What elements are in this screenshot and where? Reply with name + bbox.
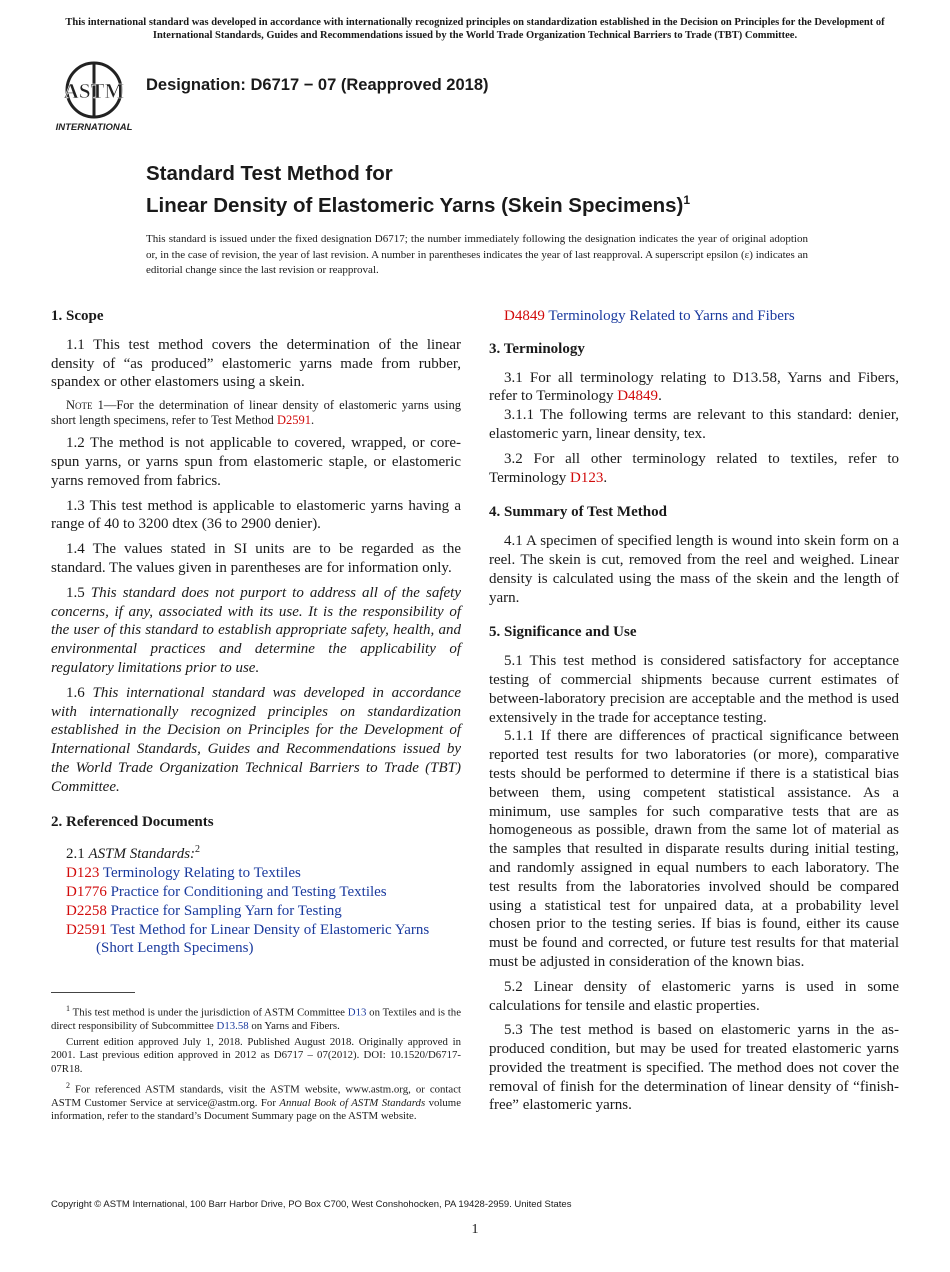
reference-title[interactable]: Terminology Relating to Textiles [99,865,301,882]
footnote-committee-link[interactable]: D13 [347,1006,367,1019]
title-line-2-text: Linear Density of Elastomeric Yarns (Skein Specimens) [146,193,684,217]
para-1-4: 1.4 The values stated in SI units are to be regarded as the standard. The values given in parentheses are for information only. [51,541,461,576]
logo-letters: ASTM [63,79,125,103]
reference-item[interactable] [66,902,461,921]
para-5-1: 5.1 This test method is considered satisfactory for acceptance testing of commercial shipments because current estimates of between-laboratory precision are acceptable and the method is used extensively in the trade for acceptance testing. [489,653,899,726]
note-1-label: Note [66,398,93,413]
section-heading-scope: 1. Scope [51,308,104,324]
note-1-text: 1—For the determination of linear density of elastomeric yarns using short length specimens, refer to Test Method [51,398,461,428]
reference-code[interactable]: D123 [66,865,100,882]
issued-note: This standard is issued under the fixed designation D6717; the number immediately following the designation indicates the year of original adoption or, in the case of revision, the year of last revision. A number in parentheses indicates the year of last reapproval. A superscript epsilon (ε) indicates an editorial change since the last revision or reapproval. [146,233,808,276]
section-heading-referenced-documents: 2. Referenced Documents [51,813,214,830]
para-3-1-1: 3.1.1 The following terms are relevant to this standard: denier, elastomeric yarn, linear density, tex. [489,407,899,442]
footnote-2 [51,1079,461,1124]
reference-title[interactable]: Practice for Sampling Yarn for Testing [106,902,342,919]
note-1-ref-link[interactable]: D2591 [276,413,311,428]
section-heading-significance: 5. Significance and Use [489,624,637,641]
para-2-1 [51,841,461,864]
para-3-2 [489,450,899,488]
reference-code[interactable]: D1776 [66,883,107,900]
footnote-2-italic: Annual Book of ASTM Standards [279,1096,426,1109]
para-1-5 [51,584,461,678]
footnote-1-text-c: on Yarns and Fibers. [248,1020,340,1033]
para-1-5-text: This standard does not purport to address all of the safety concerns, if any, associated with its use. It is the responsibility of the user of this standard to establish appropriate safety, health, and environmental practices and determine the applicability of regulatory limitations prior to use. [51,584,461,676]
footnote-2-mark: 2 [66,1080,70,1090]
para-3-2-text: 3.2 For all other terminology related to textiles, refer to Terminology [489,450,899,486]
para-3-1-end: . [658,388,662,405]
note-1-end: . [310,413,315,428]
footnote-2-text-b: volume information, refer to the standard’s Document Summary page on the ASTM website. [51,1096,461,1123]
top-notice: This international standard was developed in accordance with internationally recognized principles on standardization established in the Decision on Principles for the Development of International Standards, Guides and Recommendations issued by the World Trade Organization Technical Barriers to Trade (TBT) Committee. [65,17,885,41]
page-title [146,160,690,219]
reference-code[interactable]: D4849 [504,308,545,324]
reference-item-continued[interactable] [489,307,899,326]
reference-item[interactable] [66,921,461,959]
para-2-1-sup: 2 [195,844,201,856]
footnote-1 [51,1002,461,1034]
copyright: Copyright © ASTM International, 100 Barr Harbor Drive, PO Box C700, West Conshohocken, PA 19428-2959. United States [51,1199,572,1210]
page-number: 1 [471,1222,479,1237]
para-5-3: 5.3 The test method is based on elastomeric yarns in the as-produced condition, but may be used for treated elastomeric yarns provided the treatment is specified. The method does not cover the removal of finish for the determination of linear density of “finish-free” elastomeric yarns. [489,1022,899,1114]
footnote-divider [51,992,135,993]
reference-item[interactable] [66,883,461,902]
para-4-1: 4.1 A specimen of specified length is wound into skein form on a reel. The skein is cut, removed from the reel and weighed. Linear density is calculated using the mass of the skein and the length of yarn. [489,533,899,606]
para-1-2: 1.2 The method is not applicable to covered, wrapped, or core-spun yarns, or yarns spun from elastomeric staple, or elastomeric yarns removed from fabrics. [51,435,461,489]
footnote-2-text: For referenced ASTM standards, visit the ASTM website, www.astm.org, or contact ASTM Customer Service at service@astm.org. For [51,1083,461,1109]
para-1-6-num: 1.6 [66,684,93,701]
footnote-1-text-b: on Textiles and is the direct responsibility of Subcommittee [51,1006,462,1033]
footnote-1-text: This test method is under the jurisdiction of ASTM Committee [70,1006,348,1019]
para-1-3: 1.3 This test method is applicable to elastomeric yarns having a range of 40 to 3200 dtex (36 to 2900 denier). [51,497,461,533]
para-5-2: 5.2 Linear density of elastomeric yarns is used in some calculations for tensile and elastic properties. [489,978,899,1014]
footnote-1-edition: Current edition approved July 1, 2018. Published August 2018. Originally approved in 2001. Last previous edition approved in 2012 as D6717 – 07(2012). DOI: 10.1520/D6717-07R18. [51,1035,461,1075]
reference-title[interactable]: Practice for Conditioning and Testing Textiles [106,883,387,900]
para-1-5-num: 1.5 [66,584,91,601]
para-3-2-end: . [603,469,608,486]
reference-title[interactable]: Terminology Related to Yarns and Fibers [544,308,795,324]
logo-subtext: INTERNATIONAL [55,122,133,133]
reference-item[interactable] [66,864,461,883]
para-1-1: 1.1 This test method covers the determination of the linear density of “as produced” elastomeric yarns made from rubber, spandex or other elastomers using a skein. [51,336,461,391]
reference-title[interactable]: Test Method for Linear Density of Elastomeric Yarns (Short Length Specimens) [96,921,430,957]
right-column [489,307,899,1121]
para-3-1-ref-link[interactable]: D4849 [617,388,659,405]
reference-list [51,864,461,958]
footnote-1-mark: 1 [66,1004,70,1013]
astm-logo [52,57,136,133]
reference-code[interactable]: D2258 [66,902,107,919]
section-heading-summary: 4. Summary of Test Method [489,504,667,521]
para-1-6-text: This international standard was developed in accordance with internationally recognized principles on standardization established in the Decision on Principles for the Development of International Standards, Guides and Recommendations issued by the World Trade Organization Technical Barriers to Trade (TBT) Committee. [51,684,462,795]
left-column [51,307,461,958]
astm-logo-icon [52,57,136,133]
designation: Designation: D6717 − 07 (Reapproved 2018) [146,76,489,94]
title-line-1: Standard Test Method for [146,162,393,185]
para-2-1-text: ASTM Standards: [88,846,196,863]
section-heading-terminology: 3. Terminology [489,340,585,357]
note-1 [51,398,461,428]
reference-code[interactable]: D2591 [66,921,107,938]
para-3-1 [489,369,899,407]
title-footnote-mark: 1 [683,193,691,207]
para-3-2-ref-link[interactable]: D123 [570,469,604,486]
para-1-6 [51,684,461,797]
para-3-1-text: 3.1 For all terminology relating to D13.58, Yarns and Fibers, refer to Terminology [489,369,899,405]
footnote-subcommittee-link[interactable]: D13.58 [216,1020,249,1033]
para-5-1-1: 5.1.1 If there are differences of practical significance between reported test results for two laboratories (or more), comparative tests should be performed to determine if there is a statistical bias between them, using competent statistical assistance. As a minimum, use samples for such comparative tests that are as homogeneous as possible, drawn from the same lot of material as the samples that resulted in disparate results during initial testing, and randomly assigned in equal numbers to each laboratory. The test results from the laboratories involved should be compared using a statistical test for unpaired data, at a probability level chosen prior to the testing series. If bias is found, either its cause must be found and corrected, or future test results for that material must be adjusted in consideration of the known bias. [489,728,899,970]
footnotes [51,1002,461,1126]
title-line-2 [146,187,690,219]
para-2-1-num: 2.1 [66,846,89,863]
